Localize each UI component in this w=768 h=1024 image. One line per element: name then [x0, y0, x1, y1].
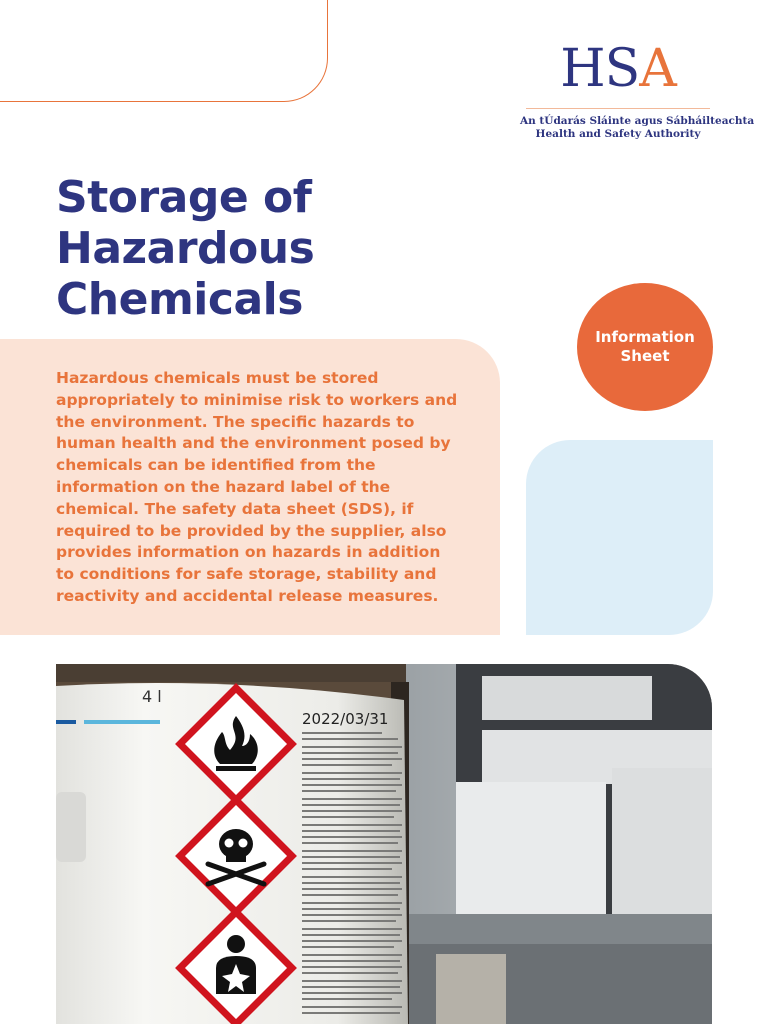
- label-date-text: 2022/03/31: [302, 710, 389, 728]
- hero-photo: [56, 664, 712, 1024]
- corner-decoration: [0, 0, 328, 102]
- title-line: Storage of: [56, 172, 312, 223]
- bottle-volume-text: 4 l: [142, 687, 162, 706]
- logo-irish-name: An tÚdarás Sláinte agus Sábháilteachta: [520, 115, 755, 127]
- title-line: Chemicals: [56, 274, 303, 325]
- logo-divider: [526, 108, 710, 109]
- hsa-logo: [520, 39, 755, 141]
- decorative-blue-shape: [526, 440, 713, 635]
- logo-english-name: Health and Safety Authority: [535, 128, 701, 140]
- page-title: [56, 172, 386, 325]
- hsa-logo-mark: HSA: [560, 39, 676, 99]
- information-sheet-badge: [577, 283, 713, 411]
- title-line: Hazardous: [56, 223, 315, 274]
- badge-line: Information: [595, 328, 695, 346]
- badge-line: Sheet: [620, 347, 670, 365]
- intro-paragraph: Hazardous chemicals must be stored appropriately to minimise risk to workers and the environment. The specific hazards to human health and the environment posed by chemicals can be identified from the information on the hazard label of the chemical. The safety data sheet (SDS), if required to be provided by the supplier, also provides information on hazards in addition to conditions for safe storage, stability and reactivity and accidental release measures.: [56, 369, 458, 605]
- chemical-bottle-photo: [56, 664, 712, 1024]
